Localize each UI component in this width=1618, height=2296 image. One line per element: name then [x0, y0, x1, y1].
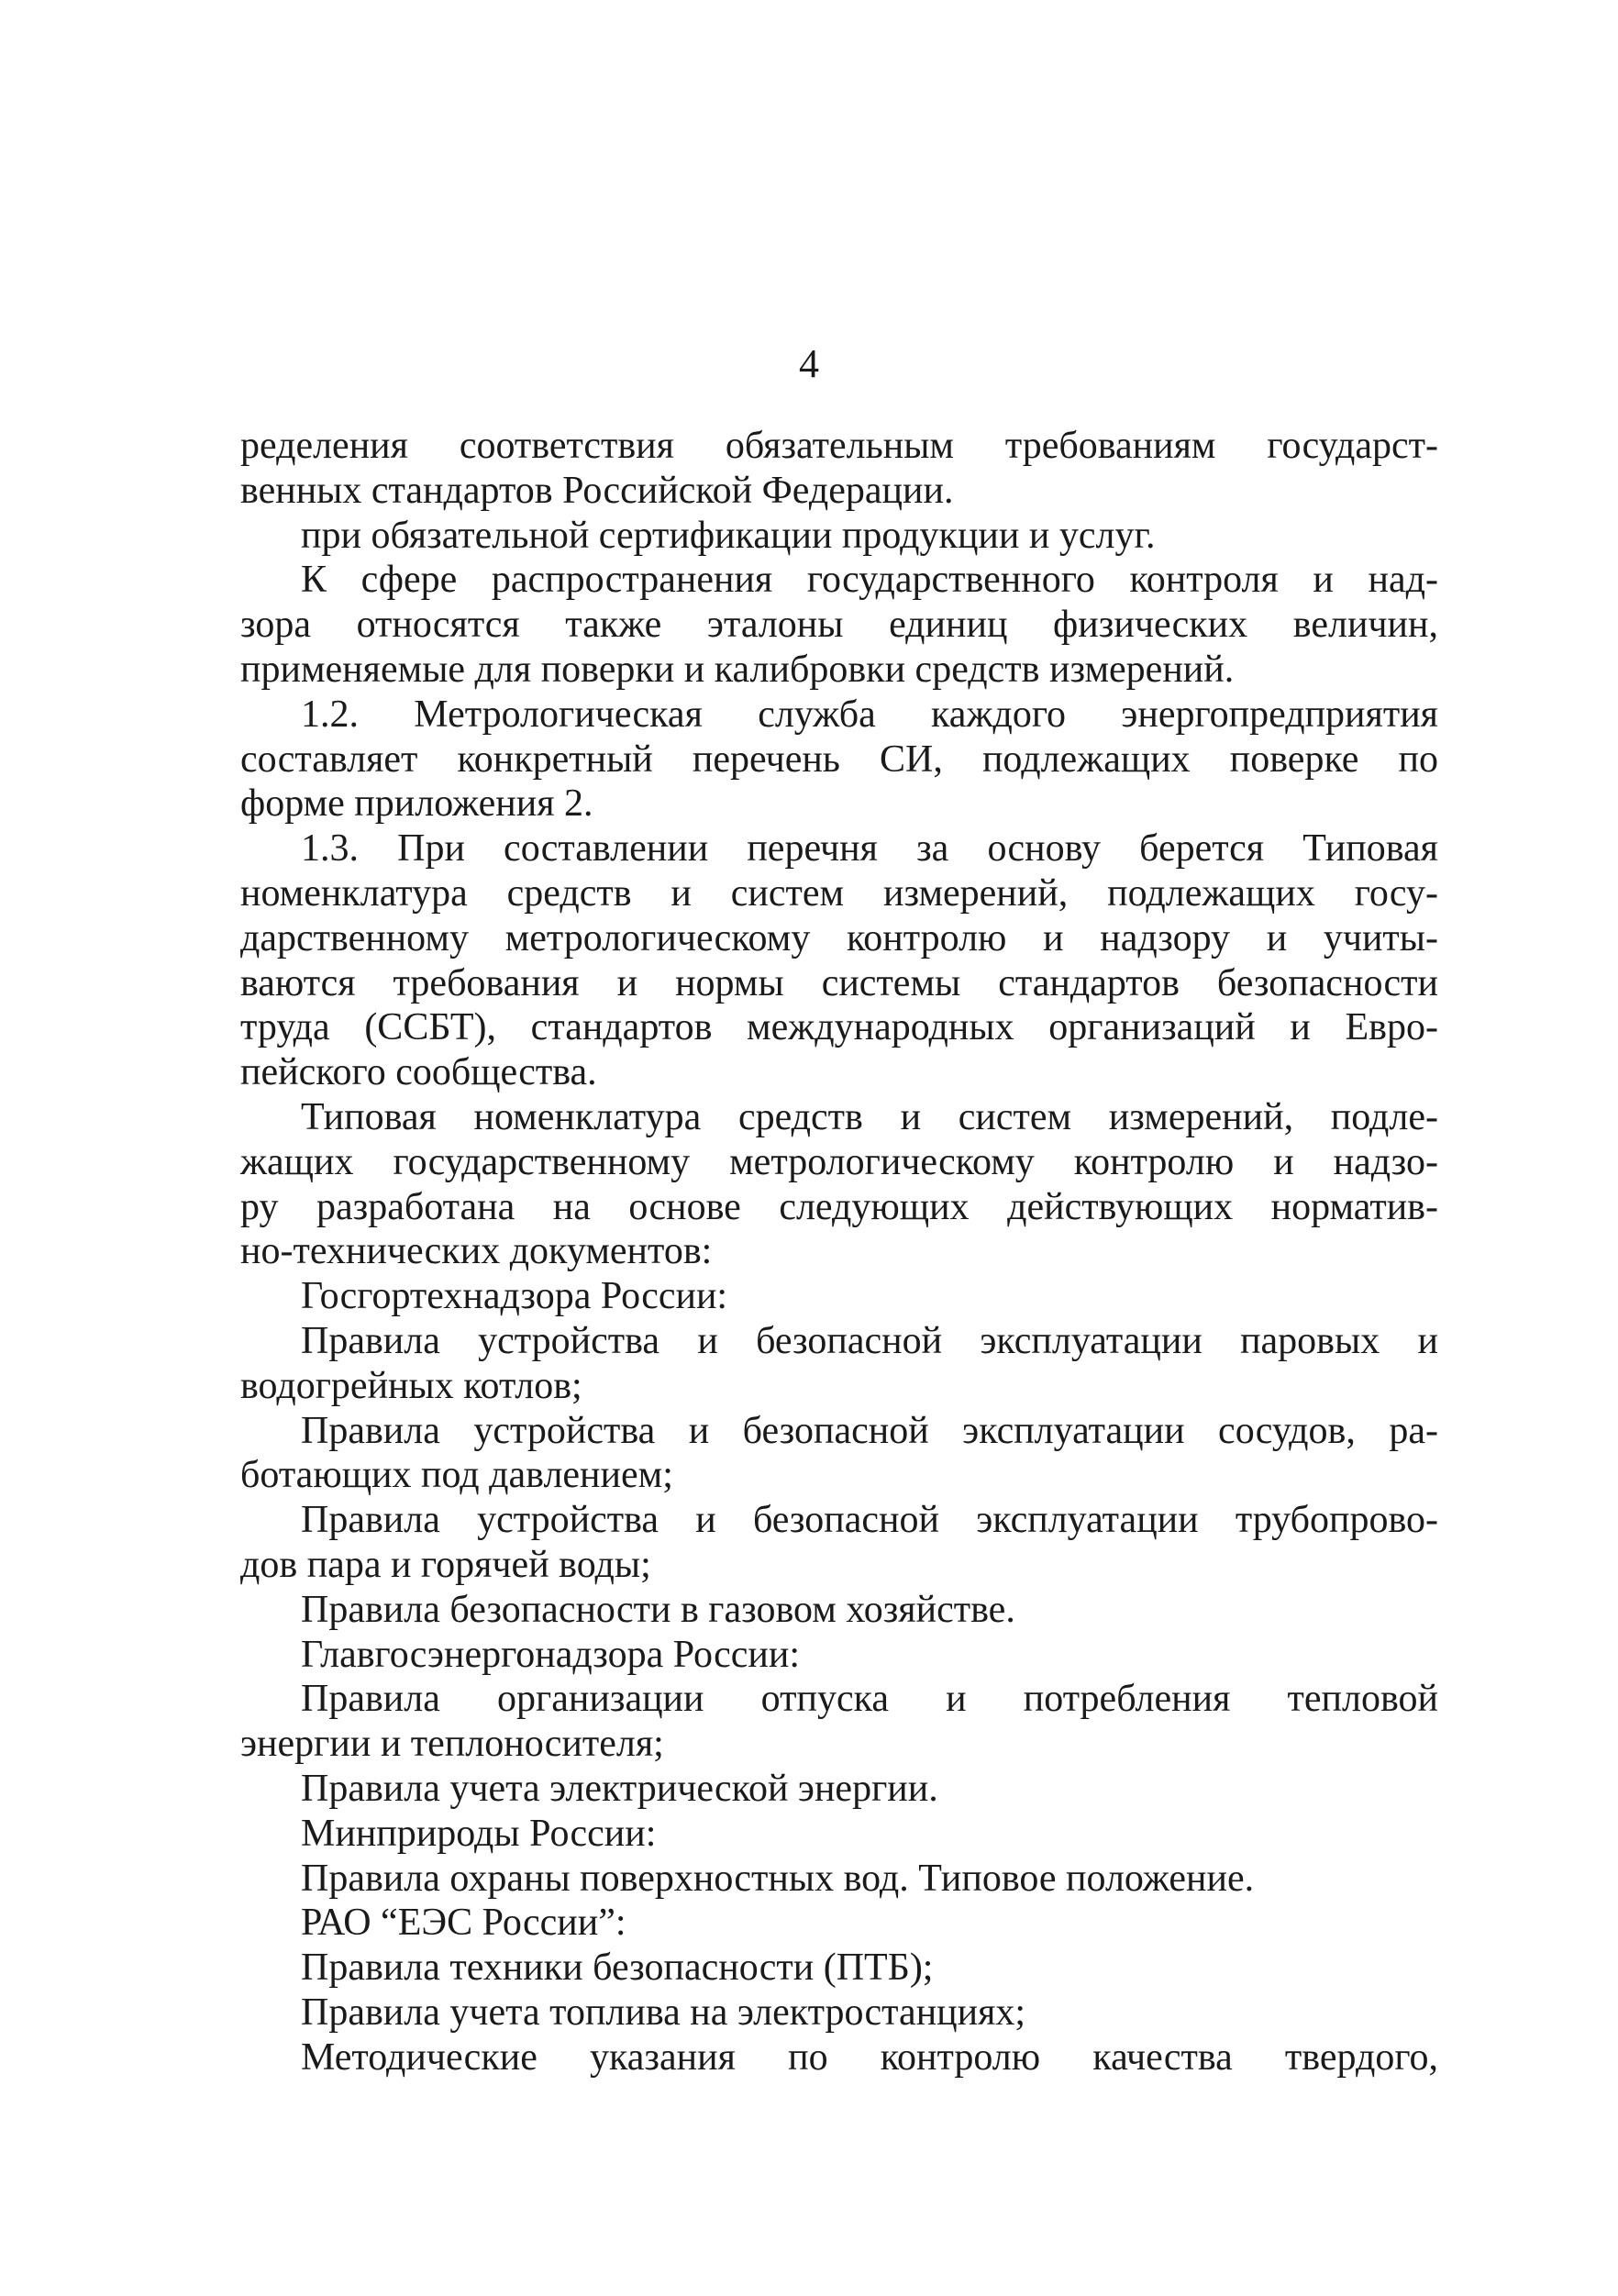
text-line: форме приложения 2. [240, 782, 593, 826]
page-number: 4 [799, 341, 819, 386]
text-line: Правила устройства и безопасной эксплуатации трубопрово- [301, 1499, 1438, 1542]
text-line: Главгосэнергонадзора России: [301, 1633, 801, 1676]
text-line: водогрейных котлов; [240, 1364, 582, 1407]
text-line: дарственному метрологическому контролю и надзору и учиты- [240, 916, 1438, 959]
text-line: 1.3. При составлении перечня за основу берется Типовая [301, 827, 1438, 871]
text-line: при обязательной сертификации продукции и услуг. [301, 514, 1156, 557]
text-line: Типовая номенклатура средств и систем измерений, подле- [301, 1095, 1438, 1138]
text-line: Правила безопасности в газовом хозяйстве. [301, 1588, 1015, 1631]
text-line: Минприроды России: [301, 1812, 657, 1855]
text-line: применяемые для поверки и калибровки средств измерений. [240, 648, 1235, 691]
text-line: РАО “ЕЭС России”: [301, 1902, 626, 1945]
text-line: ваются требования и нормы системы стандартов безопасности [240, 961, 1438, 1004]
text-line: Правила техники безопасности (ПТБ); [301, 1947, 934, 1990]
text-line: К сфере распространения государственного контроля и над- [301, 559, 1438, 602]
text-line: зора относятся также эталоны единиц физических величин, [240, 604, 1438, 647]
text-line: энергии и теплоносителя; [240, 1723, 664, 1766]
text-line: Методические указания по контролю качества твердого, [301, 2035, 1438, 2079]
text-line: но-технических документов: [240, 1230, 713, 1273]
text-line: труда (ССБТ), стандартов международных организаций и Евро- [240, 1006, 1438, 1049]
text-line: номенклатура средств и систем измерений, подлежащих госу- [240, 871, 1438, 915]
text-line: Правила устройства и безопасной эксплуатации паровых и [301, 1319, 1438, 1362]
text-line: Правила охраны поверхностных вод. Типовое положение. [301, 1857, 1255, 1900]
text-line: дов пара и горячей воды; [240, 1543, 651, 1586]
text-line: жащих государственному метрологическому контролю и надзо- [240, 1140, 1438, 1183]
text-line: Правила учета электрической энергии. [301, 1767, 938, 1810]
body-text [240, 424, 1438, 2080]
text-line: пейского сообщества. [240, 1051, 597, 1094]
text-line: Госгортехнадзора России: [301, 1275, 728, 1318]
text-line: Правила устройства и безопасной эксплуатации сосудов, ра- [301, 1409, 1438, 1452]
text-line: Правила учета топлива на электростанциях; [301, 1991, 1026, 2034]
text-line: составляет конкретный перечень СИ, подлежащих поверке по [240, 738, 1438, 781]
text-line: ределения соответствия обязательным требованиям государст- [240, 425, 1438, 467]
text-line: ру разработана на основе следующих действующих норматив- [240, 1185, 1438, 1228]
text-line: 1.2. Метрологическая служба каждого энергопредприятия [301, 693, 1438, 736]
text-line: Правила организации отпуска и потребления тепловой [301, 1678, 1438, 1721]
text-line: венных стандартов Российской Федерации. [240, 469, 954, 512]
text-line: ботающих под давлением; [240, 1454, 673, 1497]
